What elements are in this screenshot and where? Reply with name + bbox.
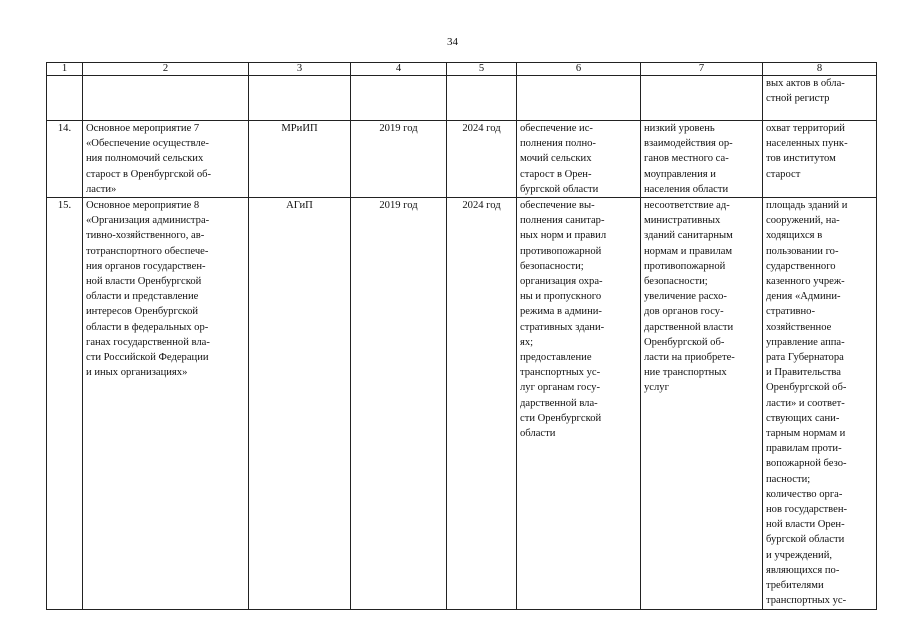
- cell-start-year: 2019 год: [351, 121, 447, 198]
- cell-empty: [249, 76, 351, 121]
- header-col-8: 8: [763, 63, 877, 76]
- cell-expected-result: обеспечение ис- полнения полно- мочий сельских старост в Орен- бургской области: [517, 121, 641, 198]
- header-col-2: 2: [83, 63, 249, 76]
- table-row: [47, 198, 877, 609]
- cell-consequences: низкий уровень взаимодействия ор- ганов местного са- моуправления и населения области: [641, 121, 763, 198]
- cell-empty: [641, 76, 763, 121]
- table-row: [47, 121, 877, 198]
- cell-indicators: охват территорий населенных пунк- тов институтом старост: [763, 121, 877, 198]
- program-table: [46, 62, 877, 610]
- cell-activity-name: Основное мероприятие 7 «Обеспечение осуществле- ния полномочий сельских старост в Оренбургской об- ласти»: [83, 121, 249, 198]
- header-col-7: 7: [641, 63, 763, 76]
- cell-expected-result: обеспечение вы- полнения санитар- ных норм и правил противопожарной безопасности; организация охра- ны и пропускного режима в админи- стративных здани- ях; предоставление транспортных ус- луг органам госу- дарственной вла- сти Оренбургской области: [517, 198, 641, 609]
- cell-empty: [517, 76, 641, 121]
- header-col-6: 6: [517, 63, 641, 76]
- cell-empty: [83, 76, 249, 121]
- cell-activity-name: Основное мероприятие 8 «Организация администра- тивно-хозяйственного, ав- тотранспортного обеспече- ния органов государствен- ной власти Оренбургской области и представление интересов Оренбургской области в федеральных ор- ганах государственной вла- сти Российской Федерации и иных организациях»: [83, 198, 249, 609]
- cell-empty: [47, 76, 83, 121]
- cell-indicators: площадь зданий и сооружений, на- ходящихся в пользовании го- сударственного казенного учреж- дения «Админи- стративно- хозяйственное управление аппа- рата Губернатора и Правительства Оренбургской об- ласти» и соответ- ствующих сани- тарным нормам и правилам проти- вопожарной безо- пасности; количество орга- нов государствен- ной власти Орен- бургской области и учреждений, являющихся по- требителями транспортных ус-: [763, 198, 877, 609]
- header-col-4: 4: [351, 63, 447, 76]
- header-row: [47, 63, 877, 76]
- cell-empty: [351, 76, 447, 121]
- header-col-5: 5: [447, 63, 517, 76]
- cell-executor: МРиИП: [249, 121, 351, 198]
- table-row-continuation: [47, 76, 877, 121]
- cell-end-year: 2024 год: [447, 121, 517, 198]
- cell-indicators-continued: вых актов в обла- стной регистр: [763, 76, 877, 121]
- page-number: 34: [447, 36, 458, 48]
- cell-row-number: 14.: [47, 121, 83, 198]
- cell-empty: [447, 76, 517, 121]
- cell-end-year: 2024 год: [447, 198, 517, 609]
- cell-consequences: несоответствие ад- министративных зданий санитарным нормам и правилам противопожарной безопасности; увеличение расхо- дов органов госу- дарственной власти Оренбургской об- ласти на приобрете- ние транспортных услуг: [641, 198, 763, 609]
- header-col-1: 1: [47, 63, 83, 76]
- cell-executor: АГиП: [249, 198, 351, 609]
- cell-row-number: 15.: [47, 198, 83, 609]
- header-col-3: 3: [249, 63, 351, 76]
- cell-start-year: 2019 год: [351, 198, 447, 609]
